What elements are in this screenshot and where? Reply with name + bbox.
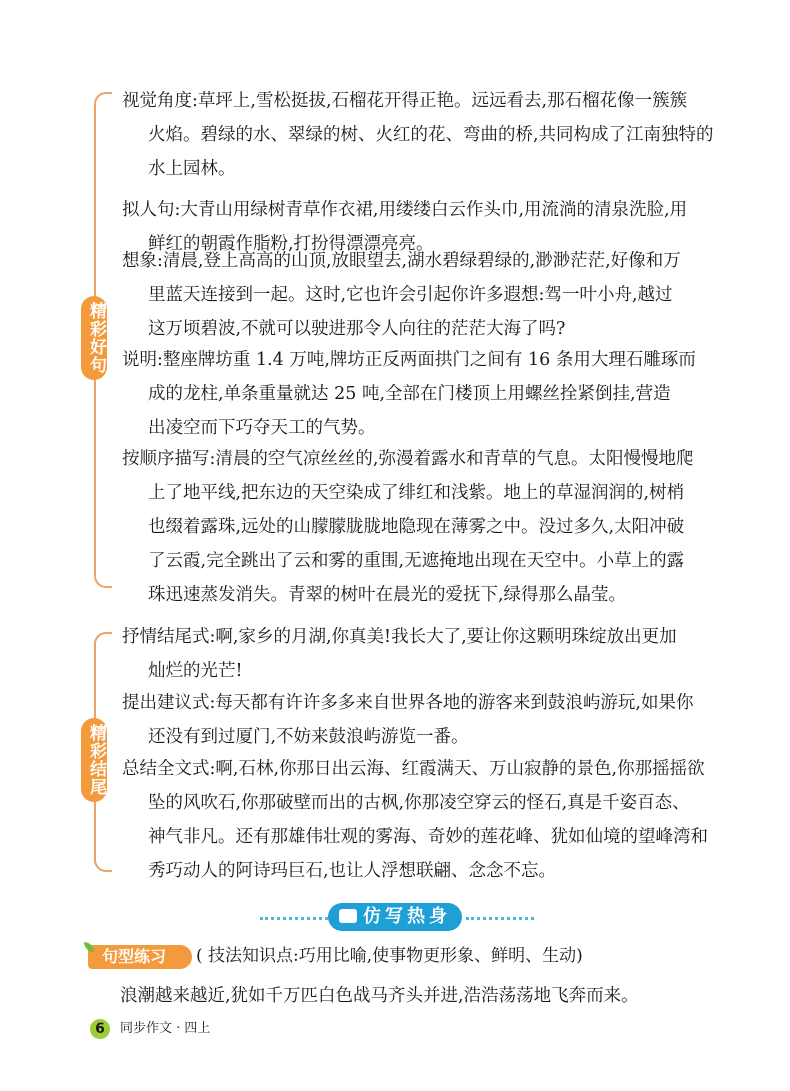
entry-line: 清晨的空气凉丝丝的,弥漫着露水和青草的气息。太阳慢慢地爬 — [215, 449, 694, 469]
sprout-icon — [84, 942, 94, 952]
entry-line: 大青山用绿树青草作衣裙,用缕缕白云作头巾,用流淌的清泉洗脸,用 — [180, 200, 688, 220]
entry-line: 出凌空而下巧夺天工的气势。 — [148, 418, 376, 438]
entry-line: 神气非凡。还有那雄伟壮观的雾海、奇妙的莲花峰、犹如仙境的望峰湾和 — [148, 827, 708, 847]
entry-line: 啊,家乡的月湖,你真美!我长大了,要让你这颗明珠绽放出更加 — [215, 627, 677, 647]
good-sentences-tag: 精彩好句 — [81, 296, 107, 380]
warmup-heading-text: 仿写热身 — [363, 906, 451, 927]
entry-label: 提出建议式: — [122, 693, 216, 713]
entry-label: 说明: — [122, 350, 163, 370]
entry-line: 上了地平线,把东边的天空染成了绯红和浅紫。地上的草湿润润的,树梢 — [148, 483, 685, 503]
entry-label: 按顺序描写: — [122, 449, 216, 469]
entry-line: 灿烂的光芒! — [148, 661, 243, 681]
entry-suggestion-ending — [122, 686, 722, 754]
sentence-practice-tag: 句型练习 — [88, 945, 192, 969]
entry-lyrical-ending — [122, 620, 722, 688]
technique-note: ( 技法知识点:巧用比喻,使事物更形象、鲜明、生动) — [196, 946, 583, 966]
entry-explanation — [122, 343, 722, 445]
entry-line: 鲜红的朝霞作脂粉,打扮得漂漂亮亮。 — [148, 234, 434, 254]
entry-line: 每天都有许许多多来自世界各地的游客来到鼓浪屿游玩,如果你 — [215, 693, 694, 713]
practice-sentence: 浪潮越来越近,犹如千万匹白色战马齐头并进,浩浩荡荡地飞奔而来。 — [120, 986, 639, 1006]
entry-line: 也缀着露珠,远处的山朦朦胧胧地隐现在薄雾之中。没过多久,太阳冲破 — [148, 517, 685, 537]
entry-label: 视觉角度: — [122, 91, 198, 111]
entry-line: 了云霞,完全跳出了云和雾的重围,无遮掩地出现在天空中。小草上的露 — [148, 551, 685, 571]
heading-dots-left — [260, 917, 328, 920]
entry-line: 清晨,登上高高的山顶,放眼望去,湖水碧绿碧绿的,渺渺茫茫,好像和万 — [162, 251, 681, 271]
entry-label: 拟人句: — [122, 200, 181, 220]
entry-label: 总结全文式: — [122, 759, 216, 779]
heading-dots-right — [466, 917, 534, 920]
entry-imagination — [122, 244, 722, 346]
entry-summary-ending — [122, 752, 722, 888]
entry-line: 整座牌坊重 1.4 万吨,牌坊正反两面拱门之间有 16 条用大理石雕琢而 — [162, 350, 696, 370]
entry-line: 草坪上,雪松挺拔,石榴花开得正艳。远远看去,那石榴花像一簇簇 — [197, 91, 688, 111]
entry-line: 啊,石林,你那日出云海、红霞满天、万山寂静的景色,你那摇摇欲 — [215, 759, 705, 779]
entry-line: 这万顷碧波,不就可以驶进那令人向往的茫茫大海了吗? — [148, 319, 566, 339]
page-number: 6 — [90, 1019, 110, 1039]
book-icon — [339, 909, 357, 923]
entry-line: 秀巧动人的阿诗玛巨石,也让人浮想联翩、念念不忘。 — [148, 861, 557, 881]
entry-line: 火焰。碧绿的水、翠绿的树、火红的花、弯曲的桥,共同构成了江南独特的 — [148, 125, 714, 145]
warmup-heading — [260, 903, 530, 933]
entry-line: 里蓝天连接到一起。这时,它也许会引起你许多遐想:驾一叶小舟,越过 — [148, 285, 673, 305]
good-endings-tag: 精彩结尾 — [81, 718, 107, 802]
book-title: 同步作文 · 四上 — [120, 1021, 211, 1036]
entry-sequential — [122, 442, 722, 612]
entry-line: 坠的风吹石,你那破壁而出的古枫,你那凌空穿云的怪石,真是千姿百态、 — [148, 793, 690, 813]
entry-line: 水上园林。 — [148, 159, 236, 179]
entry-line: 珠迅速蒸发消失。青翠的树叶在晨光的爱抚下,绿得那么晶莹。 — [148, 585, 627, 605]
entry-label: 想象: — [122, 251, 163, 271]
entry-label: 抒情结尾式: — [122, 627, 216, 647]
entry-line: 还没有到过厦门,不妨来鼓浪屿游览一番。 — [148, 727, 469, 747]
entry-visual-angle — [122, 84, 722, 186]
entry-line: 成的龙柱,单条重量就达 25 吨,全部在门楼顶上用螺丝拴紧倒挂,营造 — [148, 384, 671, 404]
warmup-heading-pill — [328, 903, 462, 931]
